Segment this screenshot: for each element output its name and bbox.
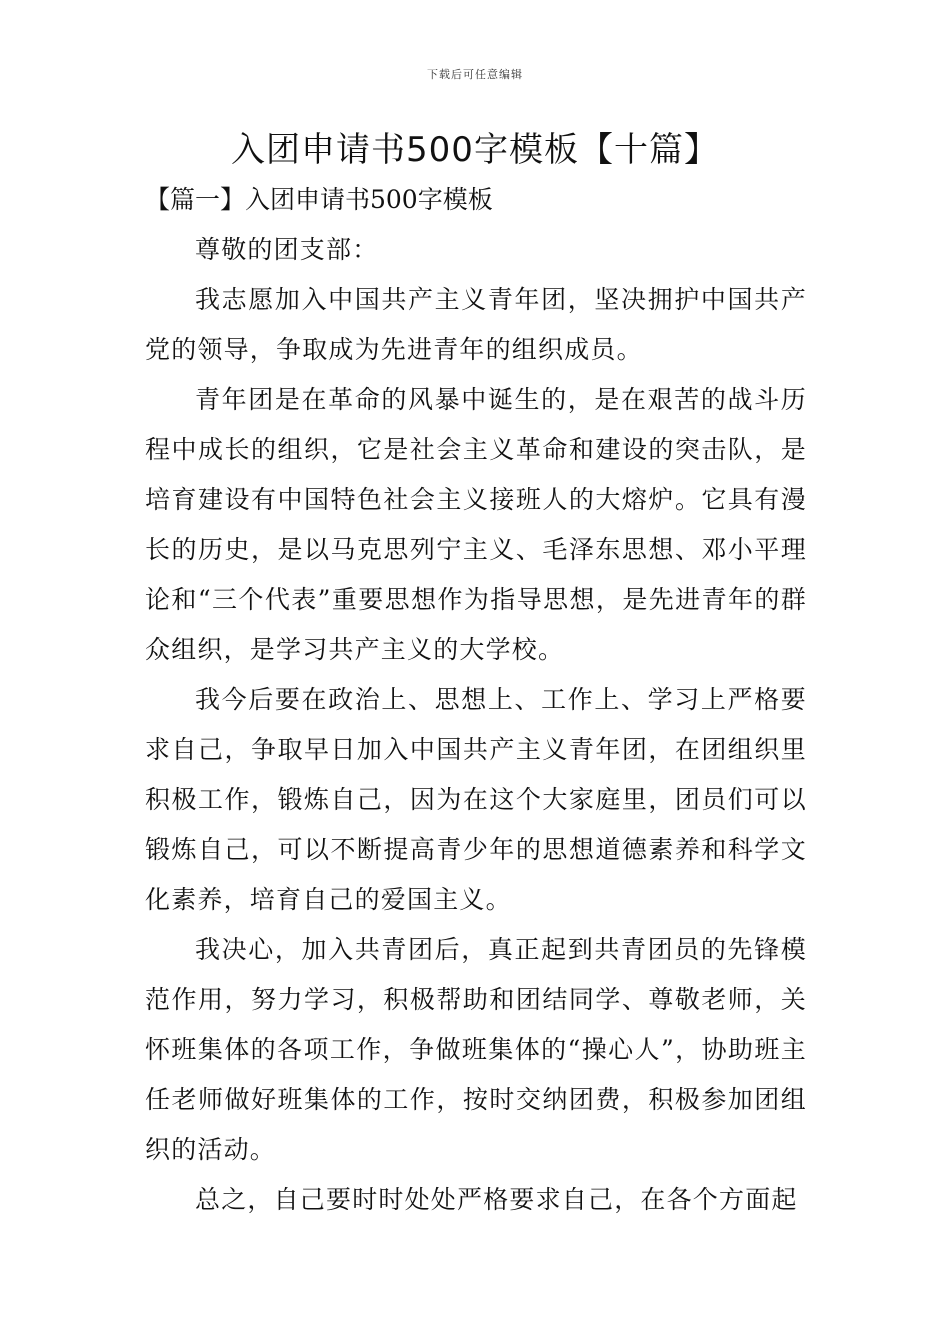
body-paragraph-3: 我今后要在政治上、思想上、工作上、学习上严格要求自己，争取早日加入中国共产主义青年团，在团组织里积极工作，锻炼自己，因为在这个大家庭里，团员们可以锻炼自己，可以不断提高青少年的思想道德素养和科学文化素养，培育自己的爱国主义。 [145, 685, 807, 914]
page-header-note: 下载后可任意编辑 [427, 68, 523, 81]
body-paragraph-1: 我志愿加入中国共产主义青年团，坚决拥护中国共产党的领导，争取成为先进青年的组织成员。 [145, 285, 807, 364]
body-paragraph-5: 总之，自己要时时处处严格要求自己，在各个方面起 [195, 1185, 798, 1214]
body-paragraph-2: 青年团是在革命的风暴中诞生的，是在艰苦的战斗历程中成长的组织，它是社会主义革命和建设的突击队，是培育建设有中国特色社会主义接班人的大熔炉。它具有漫长的历史，是以马克思列宁主义、毛泽东思想、邓小平理论和“三个代表”重要思想作为指导思想，是先进青年的群众组织，是学习共产主义的大学校。 [145, 385, 807, 664]
salutation: 尊敬的团支部： [195, 235, 379, 264]
section-heading: 【篇一】入团申请书500字模板 [145, 185, 493, 214]
body-paragraph-4: 我决心，加入共青团后，真正起到共青团员的先锋模范作用，努力学习，积极帮助和团结同学、尊敬老师，关怀班集体的各项工作，争做班集体的“操心人”，协助班主任老师做好班集体的工作，按时交纳团费，积极参加团组织的活动。 [145, 935, 807, 1164]
document-title: 入团申请书500字模板【十篇】 [231, 130, 719, 170]
document-body [145, 225, 807, 1225]
